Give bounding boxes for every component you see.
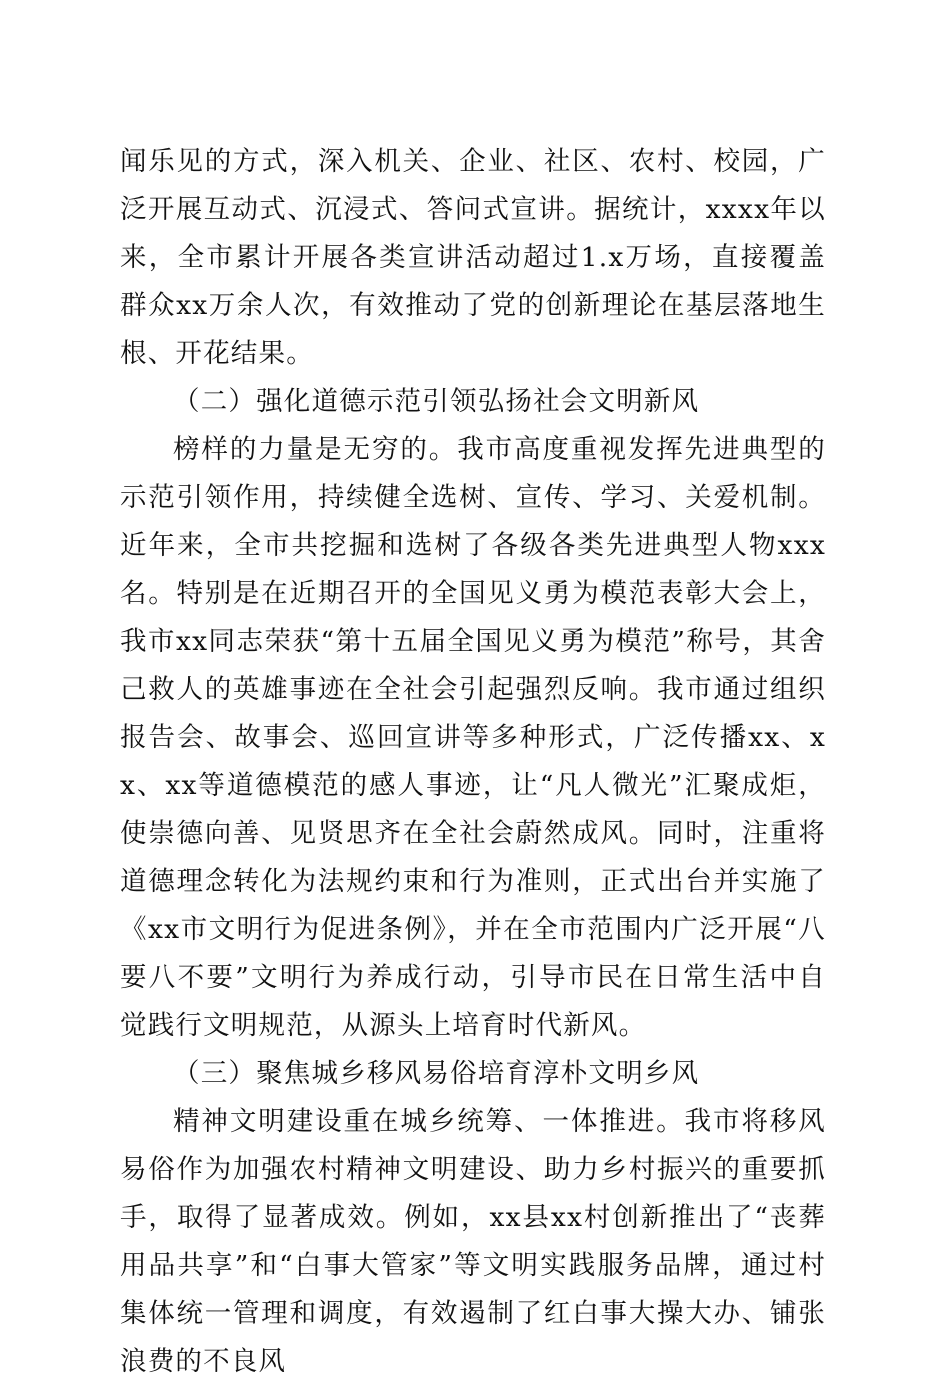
- body-paragraph-1: 闻乐见的方式，深入机关、企业、社区、农村、校园，广泛开展互动式、沉浸式、答问式宣讲。据统计，xxxx年以来，全市累计开展各类宣讲活动超过1.x万场，直接覆盖群众xx万余人次，有效推动了党的创新理论在基层落地生根、开花结果。: [120, 146, 826, 369]
- body-paragraph-3: 精神文明建设重在城乡统筹、一体推进。我市将移风易俗作为加强农村精神文明建设、助力乡村振兴的重要抓手，取得了显著成效。例如，xx县xx村创新推出了“丧葬用品共享”和“白事大管家”等文明实践服务品牌，通过村集体统一管理和调度，有效遏制了红白事大操大办、铺张浪费的不良风: [120, 1106, 826, 1377]
- document-body: [120, 138, 826, 1386]
- section-heading-3: （三）聚焦城乡移风易俗培育淳朴文明乡风: [173, 1058, 700, 1089]
- section-heading-2: （二）强化道德示范引领弘扬社会文明新风: [173, 386, 700, 417]
- body-paragraph-2: 榜样的力量是无穷的。我市高度重视发挥先进典型的示范引领作用，持续健全选树、宣传、学习、关爱机制。近年来，全市共挖掘和选树了各级各类先进典型人物xxx名。特别是在近期召开的全国见义勇为模范表彰大会上，我市xx同志荣获“第十五届全国见义勇为模范”称号，其舍己救人的英雄事迹在全社会引起强烈反响。我市通过组织报告会、故事会、巡回宣讲等多种形式，广泛传播xx、xx、xx等道德模范的感人事迹，让“凡人微光”汇聚成炬，使崇德向善、见贤思齐在全社会蔚然成风。同时，注重将道德理念转化为法规约束和行为准则，正式出台并实施了《xx市文明行为促进条例》，并在全市范围内广泛开展“八要八不要”文明行为养成行动，引导市民在日常生活中自觉践行文明规范，从源头上培育时代新风。: [120, 434, 826, 1041]
